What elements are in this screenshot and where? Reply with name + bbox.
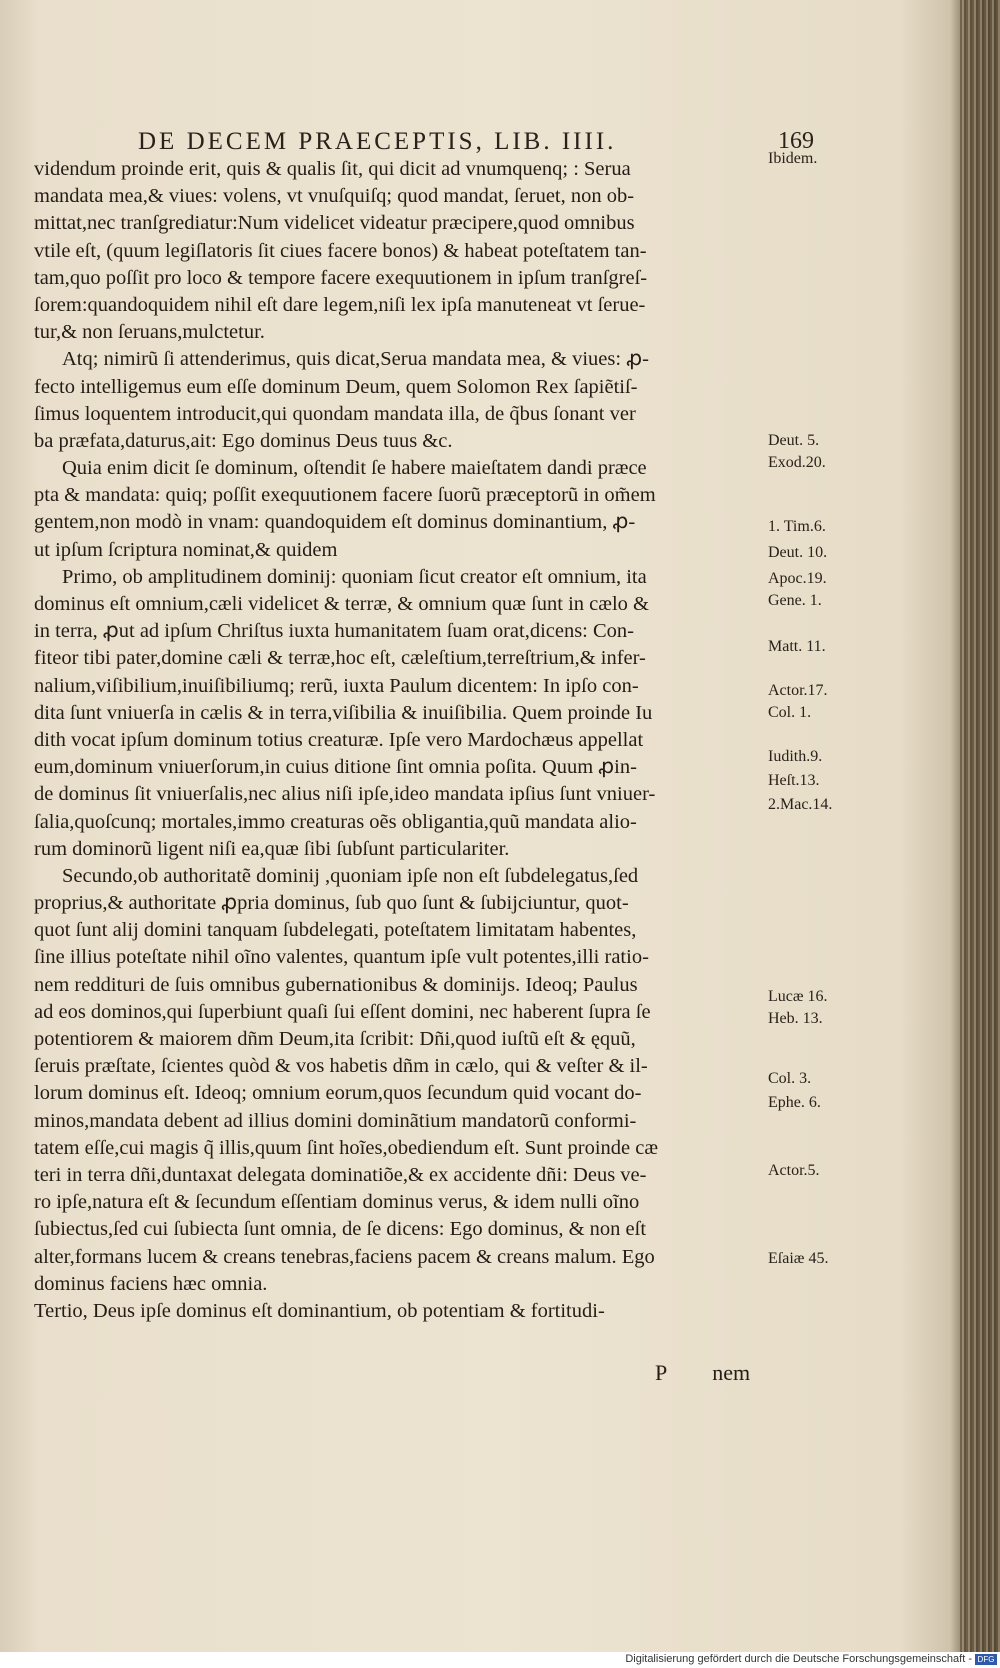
marginal-note: 2.Mac.14. (768, 796, 833, 813)
text-line: ſeruis præſtate, ſcientes quòd & vos habetis dñm in cælo, qui & veſter & il- (34, 1055, 648, 1078)
text-line: tur,& non ſeruans,mulctetur. (34, 321, 265, 344)
text-line: fecto intelligemus eum eſſe dominum Deum, quem Solomon Rex ſapiẽtiſ- (34, 375, 638, 398)
text-line: proprius,& authoritate ꝓpria dominus, ſub quo ſunt & ſubijciuntur, quot- (34, 892, 629, 915)
text-line: eum,dominum vniuerſorum,in cuius ditione ſint omnia poſita. Quum ꝓin- (34, 756, 637, 779)
text-line: ſalia,quoſcunq; mortales,immo creaturas oẽs obligantia,quũ mandata alio- (34, 810, 637, 833)
text-line: Tertio, Deus ipſe dominus eſt dominantium, ob potentiam & fortitudi- (34, 1299, 605, 1322)
text-line: ſine illius poteſtate nihil oĩno valentes, quantum ipſe vult potentes,illi ratio- (34, 946, 649, 969)
text-line: videndum proinde erit, quis & qualis ſit, qui dicit ad vnumquenq; : Serua (34, 158, 631, 180)
text-line: gentem,non modò in vnam: quandoquidem eſt dominus dominantium, ꝓ- (34, 511, 636, 534)
marginal-note: 1. Tim.6. (768, 518, 826, 535)
text-line: Primo, ob amplitudinem dominij: quoniam ſicut creator eſt omnium, ita (62, 565, 647, 588)
page-number: 169 (778, 128, 814, 154)
text-line: dita ſunt vniuerſa in cælis & in terra,viſibilia & inuiſibilia. Quem proinde Iu (34, 701, 653, 724)
marginal-note: Gene. 1. (768, 592, 822, 609)
marginal-note: Col. 1. (768, 704, 812, 721)
text-line: potentiorem & maiorem dñm Deum,ita ſcribit: Dñi,quod iuſtũ eſt & ęquũ, (34, 1028, 636, 1050)
footer-credit: Digitalisierung gefördert durch die Deutsche Forschungsgemeinschaft - (625, 1653, 972, 1665)
text-line: vtile eſt, (quum legiſlatoris ſit ciues facere bonos) & habeat poteſtatem tan- (34, 239, 647, 262)
marginal-note: Heſt.13. (768, 772, 820, 789)
digitization-footer (0, 1652, 1000, 1668)
text-line: pta & mandata: quiq; poſſit exequutionem facere ſuorũ præceptorũ in om̃em (34, 484, 656, 507)
marginal-note: Heb. 13. (768, 1010, 823, 1027)
text-line: mittat,nec tranſgrediatur:Num videlicet videatur præcipere,quod omnibus (34, 212, 635, 235)
text-line: dominus eſt omnium,cæli videlicet & terræ, & omnium quæ ſunt in cælo & (34, 593, 649, 615)
text-line: Atq; nimirũ ſi attenderimus, quis dicat,Serua mandata mea, & viues: ꝓ- (62, 348, 649, 371)
text-line: ba præfata,daturus,ait: Ego dominus Deus tuus &c. (34, 429, 453, 452)
signature-line (655, 1360, 750, 1386)
text-line: ad eos dominos,qui ſuperbiunt quaſi ſui eſſent domini, nec haberent ſupra ſe (34, 1000, 651, 1023)
marginal-note: Deut. 10. (768, 544, 828, 561)
marginal-note: Col. 3. (768, 1070, 812, 1087)
text-line: dominus faciens hæc omnia. (34, 1272, 268, 1295)
text-line (34, 1325, 774, 1352)
signature-mark: P (655, 1360, 668, 1385)
text-line: alter,formans lucem & creans tenebras,faciens pacem & creans malum. Ego (34, 1245, 655, 1268)
marginal-note: Apoc.19. (768, 570, 827, 587)
book-page-edges (960, 0, 1000, 1652)
marginal-note: Deut. 5. (768, 432, 820, 449)
text-line: fiteor tibi pater,domine cæli & terræ,hoc eſt, cæleſtium,terreſtrium,& infer- (34, 647, 646, 670)
text-line: in terra, ꝓut ad ipſum Chriſtus iuxta humanitatem ſuam orat,dicens: Con- (34, 620, 635, 643)
catchword: nem (712, 1360, 751, 1385)
text-line: mandata mea,& viues: volens, vt vnuſquiſq; quod mandat, ſeruet, non ob- (34, 185, 635, 208)
text-line: ut ipſum ſcriptura nominat,& quidem (34, 538, 338, 561)
marginal-note: Matt. 11. (768, 638, 826, 655)
dfg-logo: DFG (975, 1654, 997, 1665)
text-line: rum dominorũ ligent niſi ea,quæ ſibi ſubſunt particulariter. (34, 837, 510, 860)
marginal-note: Ibidem. (768, 150, 818, 167)
text-line: tatem eſſe,cui magis q̃ illis,quum ſint hoĩes,obediendum eſt. Sunt proinde cæ (34, 1136, 659, 1159)
marginal-note: Actor.5. (768, 1162, 820, 1179)
text-line: nem reddituri de ſuis omnibus gubernationibus & dominijs. Ideoq; Paulus (34, 973, 638, 996)
text-line: dith vocat ipſum dominum totius creaturæ. Ipſe vero Mardochæus appellat (34, 728, 644, 751)
text-line: ſimus loquentem introducit,qui quondam mandata illa, de q̃bus ſonant ver (34, 402, 636, 425)
text-line: quot ſunt alij domini tanquam ſubdelegati, poteſtatem limitatam habentes, (34, 919, 637, 942)
text-line: minos,mandata debent ad illius domini dominãtium mandatorũ conformi- (34, 1109, 637, 1132)
body-text (34, 156, 774, 1352)
text-line: lorum dominus eſt. Ideoq; omnium eorum,quos ſecundum quid vocant do- (34, 1082, 642, 1105)
marginal-note: Iudith.9. (768, 748, 823, 765)
text-line: ro ipſe,natura eſt & ſecundum eſſentiam dominus verus, & idem nulli oĩno (34, 1191, 640, 1214)
marginal-note: Ephe. 6. (768, 1094, 821, 1111)
marginal-note: Eſaiæ 45. (768, 1250, 829, 1267)
marginal-note: Lucæ 16. (768, 988, 828, 1005)
running-head: DE DECEM PRAECEPTIS, LIB. IIII. (138, 128, 617, 155)
text-line: tam,quo poſſit pro loco & tempore facere exequutionem in ipſum tranſgreſ- (34, 266, 648, 289)
text-line: de dominus ſit vniuerſalis,nec alius niſi ipſe,ideo mandata ipſius ſunt vniuer- (34, 783, 656, 806)
text-line: ſorem:quandoquidem nihil eſt dare legem,niſi lex ipſa manuteneat vt ſerue- (34, 293, 646, 316)
marginal-note: Actor.17. (768, 682, 828, 699)
text-line: teri in terra dñi,duntaxat delegata dominatiõe,& ex accidente dñi: Deus ve- (34, 1163, 647, 1186)
text-line: Quia enim dicit ſe dominum, oſtendit ſe habere maieſtatem dandi præce (62, 457, 647, 480)
marginal-note: Exod.20. (768, 454, 826, 471)
text-line: nalium,viſibilium,inuiſibiliumq; rerũ, iuxta Paulum dicentem: In ipſo con- (34, 674, 639, 697)
text-line: Secundo,ob authoritatẽ dominij ,quoniam ipſe non eſt ſubdelegatus,ſed (62, 864, 639, 887)
text-line: ſubiectus,ſed cui ſubiecta ſunt omnia, de ſe dicens: Ego dominus, & non eſt (34, 1218, 647, 1241)
